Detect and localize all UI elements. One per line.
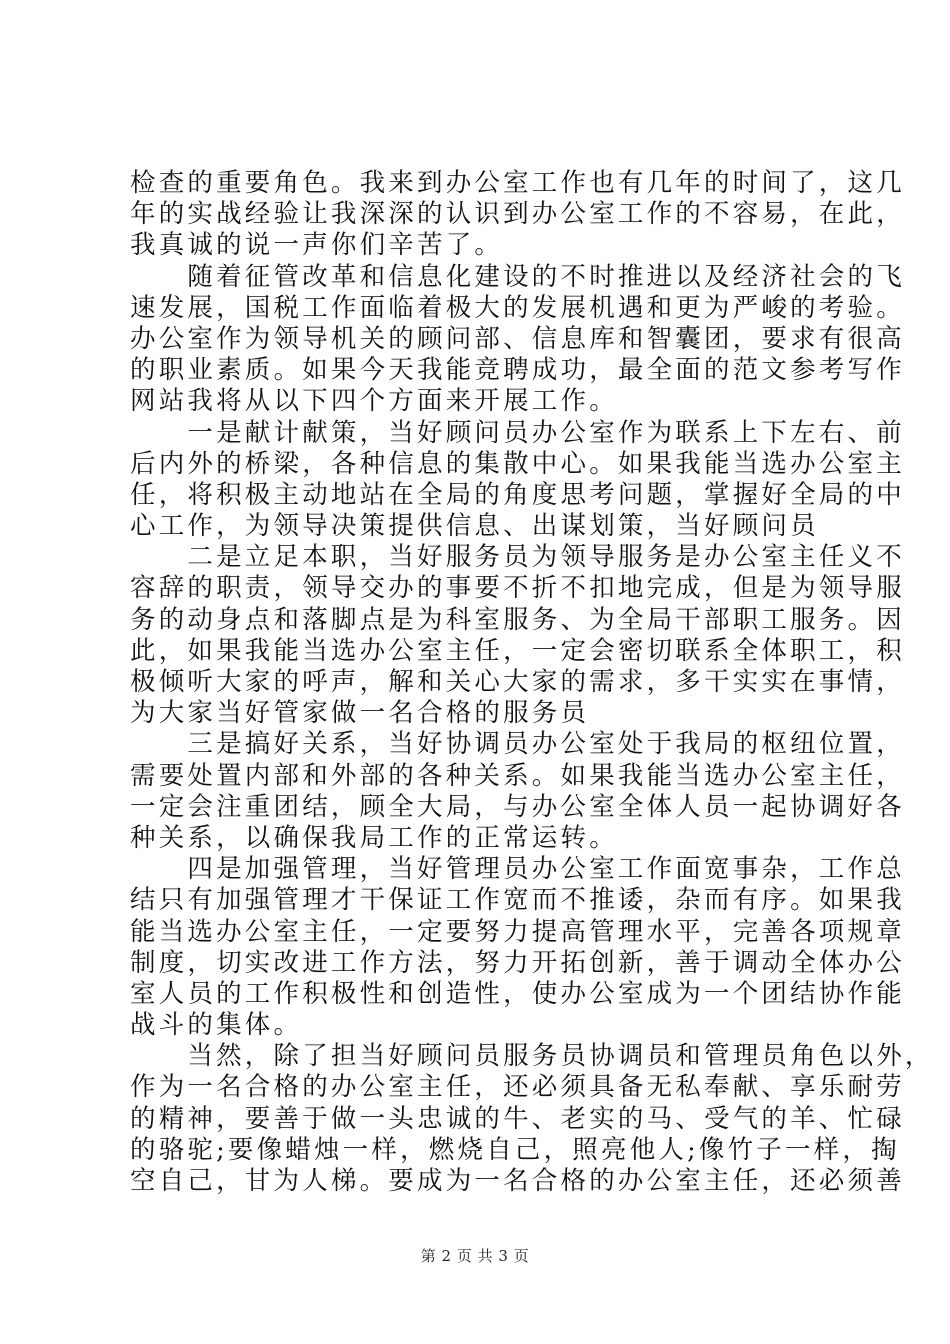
text-line: 制度，切实改进工作方法，努力开拓创新，善于调动全体办公 bbox=[130, 947, 905, 978]
text-line: 三是搞好关系，当好协调员办公室处于我局的枢纽位置， bbox=[130, 729, 905, 760]
text-line: 二是立足本职，当好服务员为领导服务是办公室主任义不 bbox=[130, 542, 905, 573]
text-line: 的骆驼;要像蜡烛一样，燃烧自己，照亮他人;像竹子一样，掏 bbox=[130, 1134, 900, 1165]
text-line: 战斗的集体。 bbox=[130, 1010, 303, 1041]
page-footer bbox=[0, 1245, 950, 1266]
text-line: 的精神，要善于做一头忠诚的牛、老实的马、受气的羊、忙碌 bbox=[130, 1103, 905, 1134]
text-line: 网站我将从以下四个方面来开展工作。 bbox=[130, 386, 618, 417]
text-line: 容辞的职责，领导交办的事要不折不扣地完成，但是为领导服 bbox=[130, 573, 905, 604]
text-line: 需要处置内部和外部的各种关系。如果我能当选办公室主任， bbox=[130, 760, 905, 791]
text-line: 空自己，甘为人梯。要成为一名合格的办公室主任，还必须善 bbox=[130, 1166, 905, 1196]
text-line: 速发展，国税工作面临着极大的发展机遇和更为严峻的考验。 bbox=[130, 292, 905, 323]
text-line: 的职业素质。如果今天我能竞聘成功，最全面的范文参考写作 bbox=[130, 355, 905, 386]
text-line: 心工作，为领导决策提供信息、出谋划策，当好顾问员 bbox=[130, 511, 819, 542]
text-line: 四是加强管理，当好管理员办公室工作面宽事杂，工作总 bbox=[130, 854, 905, 885]
text-line: 务的动身点和落脚点是为科室服务、为全局干部职工服务。因 bbox=[130, 604, 905, 635]
text-line: 后内外的桥梁，各种信息的集散中心。如果我能当选办公室主 bbox=[130, 448, 905, 479]
text-line: 年的实战经验让我深深的认识到办公室工作的不容易，在此， bbox=[130, 199, 905, 230]
text-line: 检查的重要角色。我来到办公室工作也有几年的时间了，这几 bbox=[130, 168, 905, 198]
text-line: 结只有加强管理才干保证工作宽而不推诿，杂而有序。如果我 bbox=[130, 885, 905, 916]
text-line: 极倾听大家的呼声，解和关心大家的需求，多干实实在事情， bbox=[130, 667, 905, 697]
text-line: 种关系，以确保我局工作的正常运转。 bbox=[130, 822, 618, 853]
text-line: 任，将积极主动地站在全局的角度思考问题，掌握好全局的中 bbox=[130, 479, 905, 510]
text-line: 办公室作为领导机关的顾问部、信息库和智囊团，要求有很高 bbox=[130, 323, 905, 354]
text-line: 一是献计献策，当好顾问员办公室作为联系上下左右、前 bbox=[130, 417, 905, 448]
text-line: 我真诚的说一声你们辛苦了。 bbox=[130, 230, 504, 261]
page-number-label: 第 2 页 共 3 页 bbox=[420, 1247, 530, 1265]
text-line: 作为一名合格的办公室主任，还必须具备无私奉献、享乐耐劳 bbox=[130, 1072, 905, 1103]
text-line: 为大家当好管家做一名合格的服务员 bbox=[130, 698, 590, 729]
text-line: 室人员的工作积极性和创造性，使办公室成为一个团结协作能 bbox=[130, 978, 905, 1009]
text-line: 一定会注重团结，顾全大局，与办公室全体人员一起协调好各 bbox=[130, 791, 905, 822]
text-line: 能当选办公室主任，一定要努力提高管理水平，完善各项规章 bbox=[130, 916, 905, 947]
body-text bbox=[130, 168, 934, 1197]
text-line: 随着征管改革和信息化建设的不时推进以及经济社会的飞 bbox=[130, 261, 905, 292]
text-line: 当然，除了担当好顾问员服务员协调员和管理员角色以外， bbox=[130, 1041, 934, 1072]
text-line: 此，如果我能当选办公室主任，一定会密切联系全体职工，积 bbox=[130, 635, 905, 666]
